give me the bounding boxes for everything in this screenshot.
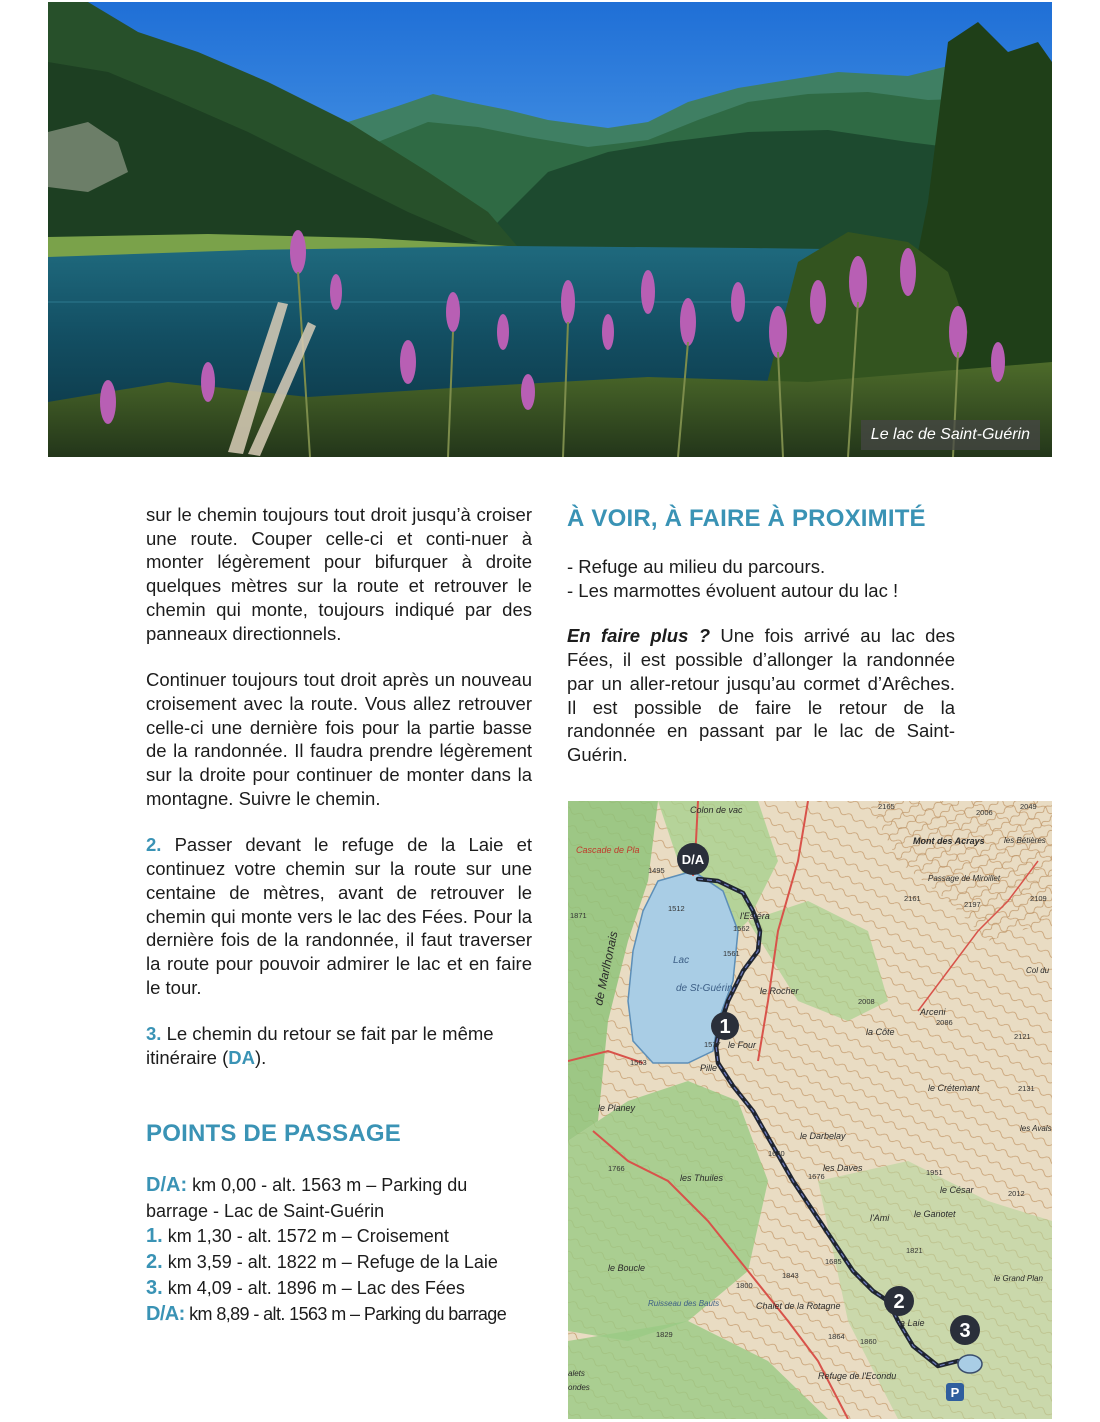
elevation-label: 2165 [878,802,895,811]
step-2 [146,833,532,999]
marker-start-label: D/A [681,852,705,867]
step-number: 3. [146,1023,162,1045]
step-text-end: ). [254,1047,267,1069]
a-voir-title: À VOIR, À FAIRE À PROXIMITÉ [567,505,926,532]
map-label: Ruisseau des Bauts [648,1299,720,1308]
waypoint-key: D/A: [146,1302,185,1325]
waypoint-item [146,1250,532,1276]
parking-label: P [950,1385,960,1400]
map-label: le Planey [598,1103,636,1113]
waypoint-text: km 4,09 - alt. 1896 m – Lac des Fées [167,1277,465,1298]
trail-map [568,801,1052,1419]
en-faire-plus-text: Une fois arrivé au lac des Fées, il est possible d’allonger la randonnée par un aller-retour jusqu’au cormet d’Arêches. Il est possible de faire le retour de la randonnée en passant par le lac de Saint-Guérin. [567,625,955,765]
map-label: l'Estéra [740,911,770,921]
elevation-label: 1562 [733,924,750,933]
map-label: le Four [728,1040,757,1050]
map-label: Mont des Acrays [913,836,985,846]
map-label: les Thuiles [680,1173,724,1183]
map-label: le César [940,1185,974,1195]
map-label: Chalet de la Rotagne [756,1301,841,1311]
marker-2 [884,1286,914,1316]
lake-photo-illustration [48,2,1052,457]
elevation-label: 1495 [648,866,665,875]
waypoint-list [146,1173,532,1328]
map-label: Colon de vac [690,805,743,815]
elevation-label: 1800 [736,1281,753,1290]
elevation-label: 1829 [656,1330,673,1339]
elevation-label: 1766 [608,1164,625,1173]
map-label: alets [568,1369,585,1378]
marker-start [677,843,709,875]
waypoint-text: km 3,59 - alt. 1822 m – Refuge de la Laie [167,1252,498,1273]
elevation-label: 1685 [825,1257,842,1266]
elevation-label: 2131 [1018,1084,1035,1093]
elevation-label: 2006 [976,808,993,817]
waypoint-item [146,1302,532,1328]
map-label: le Darbelay [800,1131,846,1141]
map-label: le Ganotet [914,1209,956,1219]
map-label: les Daves [823,1163,863,1173]
map-label: Refuge de l'Econdu [818,1371,897,1381]
waypoint-item [146,1276,532,1302]
nearby-item: - Refuge au milieu du parcours. [567,556,826,577]
waypoint-key: D/A: [146,1173,188,1196]
marker-1-label: 1 [719,1016,731,1038]
elevation-label: 1843 [782,1271,799,1280]
marker-1 [711,1012,739,1040]
elevation-label: 2008 [858,997,875,1006]
topo-map [568,801,1052,1419]
marker-3-label: 3 [959,1320,971,1342]
map-label: Cascade de Pla [576,845,640,855]
waypoint-item [146,1173,532,1225]
map-label: la Laie [898,1318,925,1328]
parking-marker [946,1383,964,1401]
map-label: le Crétemant [928,1083,980,1093]
elevation-label: 1577 [704,1040,721,1049]
nearby-list [567,555,955,602]
elevation-label: 1676 [808,1172,825,1181]
waypoint-text: km 0,00 - alt. 1563 m – Parking du barrage - Lac de Saint-Guérin [146,1174,468,1221]
start-code: DA [228,1047,255,1069]
map-label: Passage de Miroillet [928,874,1001,883]
map-label: le Grand Plan [994,1274,1043,1283]
map-label: Pille [700,1063,718,1073]
elevation-label: 1512 [668,904,685,913]
waypoint-text: km 1,30 - alt. 1572 m – Croisement [167,1226,449,1247]
elevation-label: 1871 [570,911,587,920]
right-column [567,503,955,790]
waypoint-text: km 8,89 - alt. 1563 m – Parking du barrage [189,1303,507,1324]
map-label: Lac [673,955,690,966]
map-label: le Boucle [608,1263,646,1273]
map-label: de Marlhonais [591,929,621,1007]
elevation-label: 1860 [860,1337,877,1346]
map-label: les Bétières [1004,836,1046,845]
map-label: la Côte [866,1027,895,1037]
photo-caption: Le lac de Saint-Guérin [861,420,1040,450]
map-label: les Avals [1020,1124,1052,1133]
map-label: l'Ami [870,1213,890,1223]
map-label: Col du [1026,966,1050,975]
elevation-label: 2161 [904,894,921,903]
elevation-label: 1821 [906,1246,923,1255]
map-label: de St-Guérin [676,983,733,994]
elevation-label: 2197 [964,900,981,909]
step-3 [146,1022,532,1069]
waypoint-key: 1. [146,1225,163,1248]
points-de-passage-title: POINTS DE PASSAGE [146,1119,402,1147]
lake-photo [48,2,1052,457]
elevation-label: 1563 [630,1058,647,1067]
elevation-label: 2121 [1014,1032,1031,1041]
elevation-label: 2109 [1030,894,1047,903]
marker-3 [950,1315,980,1345]
map-label: ondes [568,1383,590,1392]
waypoint-item [146,1224,532,1250]
step-text: Le chemin du retour se fait par le même itinéraire ( [146,1023,494,1069]
waypoint-key: 3. [146,1276,163,1299]
en-faire-plus-lead: En faire plus ? [567,625,711,647]
elevation-label: 1951 [926,1168,943,1177]
marker-2-label: 2 [893,1291,905,1313]
left-column [146,503,532,1328]
paragraph: sur le chemin toujours tout droit jusqu’à croiser une route. Couper celle-ci et conti-nuer à monter légèrement pour bifurquer à droite quelques mètres sur la route et retrouver le chemin qui monte, toujours indiqué par des panneaux directionnels. [146,504,532,644]
map-label: Arceni [920,1007,946,1017]
elevation-label: 1640 [768,1149,785,1158]
map-label: le Rocher [760,986,799,996]
step-text: Passer devant le refuge de la Laie et continuez votre chemin sur la route sur une centaine de mètres, avant de retrouver le chemin qui monte vers le lac des Fées. Pour la dernière fois de la randonnée, il faut traverser la route pour pouvoir admirer le lac et en faire le tour. [146,834,533,998]
nearby-item: - Les marmottes évoluent autour du lac ! [567,579,899,601]
step-number: 2. [146,834,162,856]
elevation-label: 2012 [1008,1189,1025,1198]
elevation-label: 1561 [723,949,740,958]
elevation-label: 1864 [828,1332,845,1341]
waypoint-key: 2. [146,1251,163,1274]
paragraph: Continuer toujours tout droit après un nouveau croisement avec la route. Vous allez retrouver celle-ci une dernière fois pour la partie basse de la randonnée. Il faudra prendre légèrement sur la droite pour continuer de monter dans la montagne. Suivre le chemin. [146,669,532,809]
elevation-label: 2086 [936,1018,953,1027]
elevation-label: 2049 [1020,802,1037,811]
en-faire-plus [567,624,955,766]
